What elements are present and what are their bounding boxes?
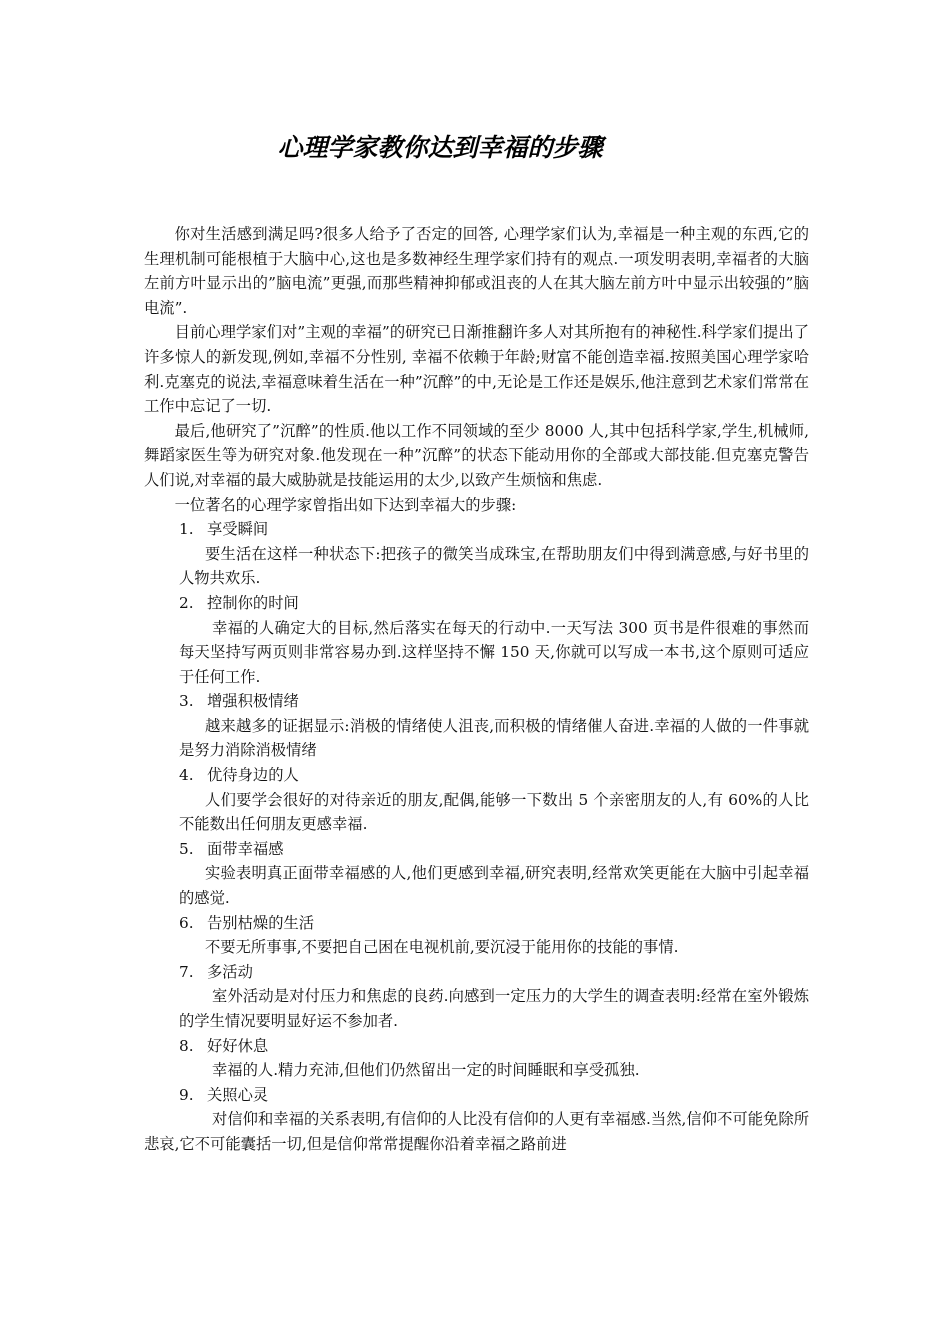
step-title: 好好休息 — [207, 1036, 269, 1055]
intro-paragraph: 最后,他研究了”沉醉”的性质.他以工作不同领域的至少 8000 人,其中包括科学家,学生,机械师,舞蹈家医生等为研究对象.他发现在一种”沉醉”的状态下能动用你的全部或大部技能.但克塞克警告人们说,对幸福的最大威胁就是技能运用的太少,以致产生烦恼和焦虑. — [144, 421, 809, 489]
step-heading — [144, 1083, 809, 1108]
step-number: 1. — [179, 520, 194, 539]
step-text: 幸福的人.精力充沛,但他们仍然留出一定的时间睡眠和享受孤独. — [212, 1061, 640, 1080]
step-heading — [144, 960, 809, 985]
step-text: 实验表明真正面带幸福感的人,他们更感到幸福,研究表明,经常欢笑更能在大脑中引起幸福的感觉. — [179, 864, 809, 908]
document-body — [144, 222, 809, 1157]
step-number: 7. — [179, 962, 194, 981]
step-title: 增强积极情绪 — [207, 692, 299, 711]
steps-intro: 一位著名的心理学家曾指出如下达到幸福大的步骤: — [174, 495, 517, 514]
step-title: 多活动 — [207, 962, 253, 981]
step-heading — [144, 1034, 809, 1059]
step-text: 要生活在这样一种状态下:把孩子的微笑当成珠宝,在帮助朋友们中得到满意感,与好书里的人物共欢乐. — [179, 544, 809, 588]
step-title: 优待身边的人 — [207, 766, 299, 785]
step-heading — [144, 837, 809, 862]
intro-paragraph: 目前心理学家们对”主观的幸福”的研究已日渐推翻许多人对其所抱有的神秘性.科学家们提出了许多惊人的新发现,例如,幸福不分性别, 幸福不依赖于年龄;财富不能创造幸福.按照美国心理学家哈利.克塞克的说法,幸福意味着生活在一种”沉醉”的中,无论是工作还是娱乐,他注意到艺术家们常常在工作中忘记了一切. — [144, 323, 809, 416]
step-heading — [144, 517, 809, 542]
step-heading — [144, 591, 809, 616]
step-text: 不要无所事事,不要把自己困在电视机前,要沉浸于能用你的技能的事情. — [205, 938, 679, 957]
intro-paragraph: 你对生活感到满足吗?很多人给予了否定的回答, 心理学家们认为,幸福是一种主观的东西,它的生理机制可能根植于大脑中心,这也是多数神经生理学家们持有的观点.一项发明表明,幸福者的大脑左前方叶显示出的”脑电流”更强,而那些精神抑郁或沮丧的人在其大脑左前方叶中显示出较强的”脑电流”. — [144, 225, 809, 317]
step-text: 幸福的人确定大的目标,然后落实在每天的行动中.一天写法 300 页书是件很难的事然而每天坚持写两页则非常容易办到.这样坚持不懈 150 天,你就可以写成一本书,这个原则可适应于任何工作. — [179, 618, 809, 686]
step-text: 室外活动是对付压力和焦虑的良药.向感到一定压力的大学生的调查表明:经常在室外锻炼的学生情况要明显好运不参加者. — [179, 987, 809, 1030]
step-number: 5. — [179, 839, 194, 858]
document-title: 心理学家教你达到幸福的步骤 — [277, 133, 603, 162]
step-text: 越来越多的证据显示:消极的情绪使人沮丧,而积极的情绪催人奋进.幸福的人做的一件事就是努力消除消极情绪 — [179, 716, 809, 760]
step-text: 对信仰和幸福的关系表明,有信仰的人比没有信仰的人更有幸福感.当然,信仰不可能免除所悲哀,它不可能囊括一切,但是信仰常常提醒你沿着幸福之路前进 — [144, 1110, 809, 1153]
step-number: 9. — [179, 1085, 194, 1104]
step-number: 4. — [179, 766, 194, 785]
step-heading — [144, 911, 809, 936]
step-number: 8. — [179, 1036, 194, 1055]
step-heading — [144, 763, 809, 788]
step-title: 享受瞬间 — [207, 520, 269, 539]
step-title: 告别枯燥的生活 — [207, 913, 315, 932]
step-text: 人们要学会很好的对待亲近的朋友,配偶,能够一下数出 5 个亲密朋友的人,有 60%的人比不能数出任何朋友更感幸福. — [179, 790, 809, 834]
step-heading — [144, 689, 809, 714]
step-number: 3. — [179, 692, 194, 711]
step-number: 2. — [179, 593, 194, 612]
step-number: 6. — [179, 913, 194, 932]
step-title: 关照心灵 — [207, 1085, 269, 1104]
step-title: 面带幸福感 — [207, 839, 284, 858]
step-title: 控制你的时间 — [207, 593, 299, 612]
